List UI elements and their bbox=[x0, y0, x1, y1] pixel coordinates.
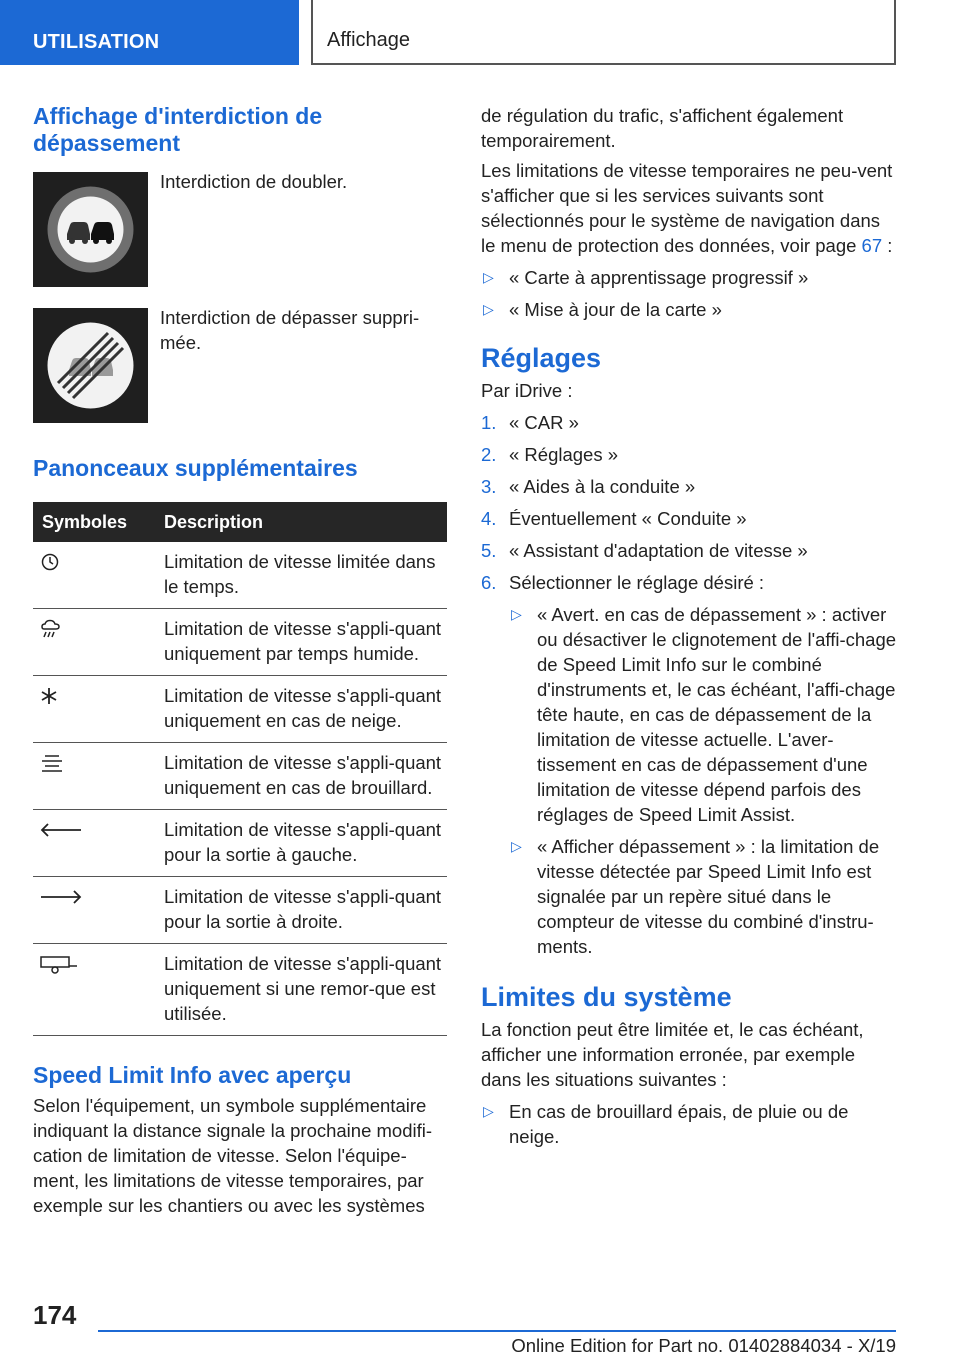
step-item: 5. « Assistant d'adaptation de vitesse » bbox=[481, 540, 808, 561]
paragraph-temporary-limits: Les limitations de vitesse temporaires ne peu-vent s'afficher que si les services suivants sont sélectionnés pour le système de navigation dans le menu de protection des données, voir page 67 : bbox=[481, 160, 893, 256]
page-link[interactable]: 67 bbox=[861, 235, 883, 256]
sign-row-end-no-overtaking bbox=[33, 308, 447, 423]
heading-system-limits: Limites du système bbox=[481, 982, 732, 1012]
step-item: 4. Éventuellement « Conduite » bbox=[481, 508, 747, 529]
no-overtaking-sign-icon bbox=[33, 172, 148, 287]
heading-settings: Réglages bbox=[481, 343, 602, 373]
table-row bbox=[33, 743, 447, 810]
chapter-label: Affichage bbox=[327, 29, 411, 51]
rain-icon bbox=[39, 624, 63, 645]
triangle-bullet-icon: ▷ bbox=[483, 269, 494, 285]
system-limits-paragraph: La fonction peut être limitée et, le cas échéant, afficher une information erronée, par exemple dans les situations suivantes : bbox=[481, 1019, 864, 1090]
paragraph-traffic-regulation: de régulation du trafic, s'affichent également temporairement. bbox=[481, 105, 844, 151]
table-row bbox=[33, 676, 447, 743]
step-item: 2. « Réglages » bbox=[481, 444, 619, 465]
panels-table bbox=[33, 502, 447, 1036]
snowflake-icon bbox=[39, 689, 59, 710]
via-idrive-label: Par iDrive : bbox=[481, 380, 573, 401]
sign-row-no-overtaking bbox=[33, 172, 447, 287]
table-header-row bbox=[33, 502, 447, 542]
triangle-bullet-icon: ▷ bbox=[511, 606, 522, 622]
footer-divider bbox=[98, 1330, 896, 1332]
left-column bbox=[33, 103, 447, 1218]
table-row bbox=[33, 944, 447, 1036]
edition-note: Online Edition for Part no. 01402884034 - X/19 bbox=[511, 1335, 896, 1356]
column-header-description: Description bbox=[158, 502, 447, 542]
row-description: Limitation de vitesse s'appli-quant uniquement par temps humide. bbox=[158, 609, 447, 676]
heading-no-overtaking: Affichage d'interdiction de dépassement bbox=[33, 103, 323, 156]
end-no-overtaking-sign-icon bbox=[33, 308, 148, 423]
speed-limit-info-paragraph: Selon l'équipement, un symbole supplémentaire indiquant la distance signale la prochaine modifi-cation de limitation de vitesse. Selon l'équipe-ment, les limitations de vitesse temporaires, par exemple sur les chantiers ou avec les systèmes bbox=[33, 1095, 433, 1216]
chapter-tab bbox=[311, 0, 896, 65]
triangle-bullet-icon: ▷ bbox=[483, 1103, 494, 1119]
section-label: UTILISATION bbox=[33, 31, 160, 53]
row-description: Limitation de vitesse s'appli-quant pour la sortie à gauche. bbox=[158, 810, 447, 877]
row-description: Limitation de vitesse s'appli-quant pour la sortie à droite. bbox=[158, 877, 447, 944]
list-item: ▷ En cas de brouillard épais, de pluie ou de neige. bbox=[483, 1101, 849, 1147]
page-number: 174 bbox=[33, 1300, 77, 1330]
trailer-icon bbox=[39, 959, 79, 980]
section-tab bbox=[0, 0, 299, 65]
arrow-right-icon bbox=[39, 889, 83, 910]
column-header-symbols: Symboles bbox=[33, 502, 158, 542]
clock-icon bbox=[39, 554, 61, 575]
settings-options bbox=[509, 602, 896, 959]
heading-speed-limit-info: Speed Limit Info avec aperçu bbox=[33, 1062, 352, 1088]
sign2-description: Interdiction de dépasser suppri-mée. bbox=[160, 307, 420, 353]
heading-additional-panels: Panonceaux supplémentaires bbox=[33, 455, 358, 481]
arrow-left-icon bbox=[39, 822, 83, 843]
right-column bbox=[481, 103, 896, 1149]
option-item: ▷ « Avert. en cas de dépassement » : activer ou désactiver le clignotement de l'affi-chage de Speed Limit Info sur le combiné d'instruments et, le cas échéant, l'affi-chage tête haute, en cas de dépassement de la limitation de vitesse actuelle. L'aver-tissement en cas de dépassement d'une limitation de vitesse dépend parfois des réglages de Speed Limit Assist. bbox=[511, 604, 897, 825]
row-description: Limitation de vitesse s'appli-quant uniquement si une remor-que est utilisée. bbox=[158, 944, 447, 1036]
row-description: Limitation de vitesse s'appli-quant uniquement en cas de neige. bbox=[158, 676, 447, 743]
limits-list bbox=[481, 1099, 896, 1149]
step-item: 6. Sélectionner le réglage désiré : ▷ « Avert. en cas de dépassement » : activer ou désactiver le clignotement de l'affi-chage de Speed Limit Info sur le combiné d'instruments et, le cas échéant, l'affi-chage tête haute, en cas de dépassement de la limitation de vitesse actuelle. L'aver-tissement en cas de dépassement d'une limitation de vitesse dépend parfois des réglages de Speed Limit Assist. ▷ « Afficher dépassement » : la limitation de vitesse détectée par Speed Limit Info est signalée par un repère situé dans le compteur de vitesse du combiné d'instru-ments. bbox=[481, 572, 897, 957]
settings-steps bbox=[481, 410, 896, 959]
row-description: Limitation de vitesse s'appli-quant uniquement en cas de brouillard. bbox=[158, 743, 447, 810]
option-item: ▷ « Afficher dépassement » : la limitation de vitesse détectée par Speed Limit Info est signalée par un repère situé dans le compteur de vitesse du combiné d'instru-ments. bbox=[511, 836, 880, 957]
table-row bbox=[33, 609, 447, 676]
list-item: ▷ « Mise à jour de la carte » bbox=[483, 299, 722, 320]
table-row bbox=[33, 542, 447, 609]
table-row bbox=[33, 877, 447, 944]
sign1-description: Interdiction de doubler. bbox=[160, 171, 348, 192]
services-list bbox=[481, 265, 896, 322]
triangle-bullet-icon: ▷ bbox=[483, 301, 494, 317]
triangle-bullet-icon: ▷ bbox=[511, 838, 522, 854]
step-item: 3. « Aides à la conduite » bbox=[481, 476, 696, 497]
list-item: ▷ « Carte à apprentissage progressif » bbox=[483, 267, 809, 288]
step-item: 1. « CAR » bbox=[481, 412, 579, 433]
fog-icon bbox=[39, 758, 65, 779]
table-row bbox=[33, 810, 447, 877]
row-description: Limitation de vitesse limitée dans le temps. bbox=[158, 542, 447, 609]
